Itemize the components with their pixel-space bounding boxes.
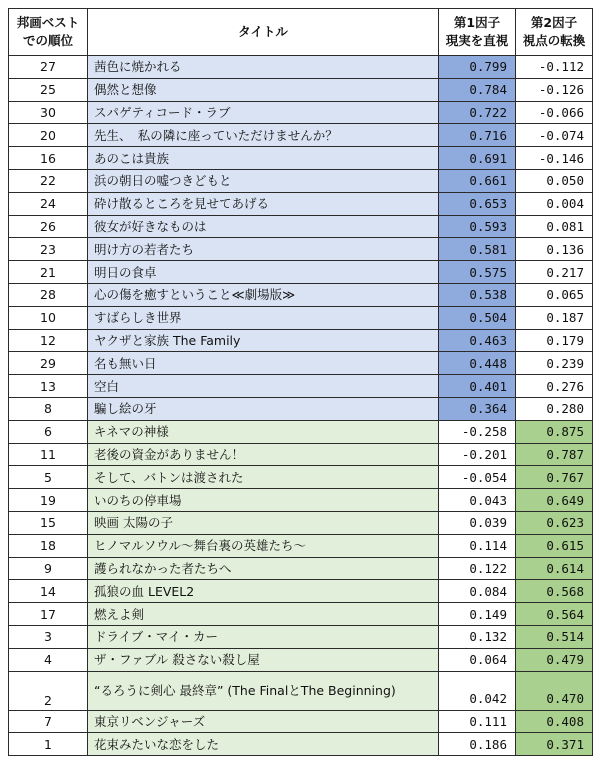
factor1-cell: -0.054 [439, 466, 516, 489]
rank-cell: 15 [9, 511, 88, 534]
factor1-cell: 0.691 [439, 147, 516, 170]
title-cell: キネマの神様 [88, 420, 439, 443]
factor1-cell: 0.149 [439, 603, 516, 626]
title-cell: 騙し絵の牙 [88, 397, 439, 420]
factor1-cell: 0.064 [439, 648, 516, 671]
rank-cell: 4 [9, 648, 88, 671]
title-cell: 燃えよ剣 [88, 603, 439, 626]
rank-cell: 27 [9, 56, 88, 79]
title-cell: 花束みたいな恋をした [88, 733, 439, 756]
factor2-cell: 0.875 [516, 420, 593, 443]
title-cell: いのちの停車場 [88, 489, 439, 512]
factor2-cell: 0.615 [516, 534, 593, 557]
factor1-cell: 0.401 [439, 375, 516, 398]
rank-cell: 16 [9, 147, 88, 170]
title-cell: 茜色に焼かれる [88, 56, 439, 79]
title-cell: 先生、 私の隣に座っていただけませんか？ [88, 124, 439, 147]
table-row [9, 56, 593, 79]
factor2-cell: 0.568 [516, 580, 593, 603]
table-row [9, 352, 593, 375]
table-row [9, 710, 593, 733]
rank-cell: 8 [9, 397, 88, 420]
factor1-cell: 0.084 [439, 580, 516, 603]
rank-cell: 10 [9, 306, 88, 329]
factor1-cell: 0.722 [439, 101, 516, 124]
title-cell: そして、バトンは渡された [88, 466, 439, 489]
factor1-cell: 0.122 [439, 557, 516, 580]
rank-cell: 28 [9, 283, 88, 306]
title-cell: 東京リベンジャーズ [88, 710, 439, 733]
rank-column-header: 邦画ベスト での順位 [9, 9, 88, 56]
rank-cell: 29 [9, 352, 88, 375]
factor1-column-header: 第1因子 現実を直視 [439, 9, 516, 56]
table-row [9, 580, 593, 603]
factor1-cell: -0.258 [439, 420, 516, 443]
factor1-cell: 0.186 [439, 733, 516, 756]
rank-cell: 1 [9, 733, 88, 756]
factor2-cell: 0.280 [516, 397, 593, 420]
title-cell: ヤクザと家族 The Family [88, 329, 439, 352]
factor2-cell: 0.187 [516, 306, 593, 329]
factor1-cell: 0.039 [439, 511, 516, 534]
factor2-cell: 0.479 [516, 648, 593, 671]
table-row [9, 625, 593, 648]
table-row [9, 603, 593, 626]
title-cell: あのこは貴族 [88, 147, 439, 170]
factor1-cell: 0.661 [439, 169, 516, 192]
factor1-cell: 0.538 [439, 283, 516, 306]
title-cell: 護られなかった者たちへ [88, 557, 439, 580]
factor2-cell: 0.623 [516, 511, 593, 534]
table-row [9, 329, 593, 352]
rank-cell: 3 [9, 625, 88, 648]
rank-cell: 20 [9, 124, 88, 147]
title-cell: 孤狼の血 LEVEL2 [88, 580, 439, 603]
table-row [9, 443, 593, 466]
factor2-cell: 0.767 [516, 466, 593, 489]
rank-cell: 19 [9, 489, 88, 512]
table-row [9, 397, 593, 420]
title-cell: ザ・ファブル 殺さない殺し屋 [88, 648, 439, 671]
title-cell: 彼女が好きなものは [88, 215, 439, 238]
table-row [9, 261, 593, 284]
rank-cell: 24 [9, 192, 88, 215]
rank-cell: 25 [9, 78, 88, 101]
rank-cell: 26 [9, 215, 88, 238]
rank-cell: 17 [9, 603, 88, 626]
factor1-cell: -0.201 [439, 443, 516, 466]
factor1-cell: 0.593 [439, 215, 516, 238]
title-cell: ドライブ・マイ・カー [88, 625, 439, 648]
title-cell: “るろうに剣心 最終章” (The FinalとThe Beginning) [88, 671, 439, 710]
factor2-cell: 0.004 [516, 192, 593, 215]
table-row [9, 466, 593, 489]
rank-cell: 7 [9, 710, 88, 733]
title-cell: 名も無い日 [88, 352, 439, 375]
factor1-cell: 0.132 [439, 625, 516, 648]
table-body [9, 56, 593, 756]
factor1-cell: 0.463 [439, 329, 516, 352]
title-cell: 偶然と想像 [88, 78, 439, 101]
title-column-header: タイトル [88, 9, 439, 56]
factor2-cell: 0.136 [516, 238, 593, 261]
title-cell: すばらしき世界 [88, 306, 439, 329]
rank-cell: 21 [9, 261, 88, 284]
rank-cell: 5 [9, 466, 88, 489]
factor2-cell: -0.112 [516, 56, 593, 79]
factor-loadings-table [8, 8, 593, 756]
factor2-cell: 0.050 [516, 169, 593, 192]
rank-cell: 9 [9, 557, 88, 580]
factor2-cell: 0.371 [516, 733, 593, 756]
table-row [9, 283, 593, 306]
table-row [9, 238, 593, 261]
table-row [9, 78, 593, 101]
factor1-cell: 0.448 [439, 352, 516, 375]
factor1-cell: 0.784 [439, 78, 516, 101]
table-row [9, 511, 593, 534]
factor2-cell: -0.074 [516, 124, 593, 147]
factor2-column-header: 第2因子 視点の転換 [516, 9, 593, 56]
rank-cell: 12 [9, 329, 88, 352]
table-row [9, 375, 593, 398]
rank-cell: 13 [9, 375, 88, 398]
factor1-cell: 0.716 [439, 124, 516, 147]
factor1-cell: 0.043 [439, 489, 516, 512]
factor2-cell: -0.066 [516, 101, 593, 124]
table-row [9, 306, 593, 329]
factor1-cell: 0.042 [439, 671, 516, 710]
factor1-cell: 0.504 [439, 306, 516, 329]
title-cell: 心の傷を癒すということ≪劇場版≫ [88, 283, 439, 306]
title-cell: 映画 太陽の子 [88, 511, 439, 534]
table-row [9, 489, 593, 512]
table-row [9, 169, 593, 192]
factor2-cell: 0.276 [516, 375, 593, 398]
title-cell: 明日の食卓 [88, 261, 439, 284]
factor2-cell: 0.514 [516, 625, 593, 648]
rank-cell: 30 [9, 101, 88, 124]
factor2-cell: 0.564 [516, 603, 593, 626]
factor2-cell: -0.146 [516, 147, 593, 170]
table-row [9, 124, 593, 147]
table-row [9, 215, 593, 238]
rank-cell: 14 [9, 580, 88, 603]
rank-cell: 18 [9, 534, 88, 557]
header-row [9, 9, 593, 56]
rank-cell: 23 [9, 238, 88, 261]
table-row [9, 648, 593, 671]
title-cell: ヒノマルソウル～舞台裏の英雄たち～ [88, 534, 439, 557]
table-row [9, 557, 593, 580]
factor1-cell: 0.114 [439, 534, 516, 557]
title-cell: 明け方の若者たち [88, 238, 439, 261]
factor1-cell: 0.653 [439, 192, 516, 215]
factor1-cell: 0.581 [439, 238, 516, 261]
factor2-cell: 0.470 [516, 671, 593, 710]
factor2-cell: 0.649 [516, 489, 593, 512]
title-cell: スパゲティコード・ラブ [88, 101, 439, 124]
table-row [9, 192, 593, 215]
table-row [9, 733, 593, 756]
factor2-cell: 0.408 [516, 710, 593, 733]
title-cell: 老後の資金がありません！ [88, 443, 439, 466]
rank-cell: 2 [9, 671, 88, 710]
factor2-cell: 0.787 [516, 443, 593, 466]
table-row [9, 101, 593, 124]
title-cell: 砕け散るところを見せてあげる [88, 192, 439, 215]
rank-cell: 22 [9, 169, 88, 192]
table-row [9, 671, 593, 710]
factor2-cell: 0.179 [516, 329, 593, 352]
factor2-cell: 0.217 [516, 261, 593, 284]
factor2-cell: -0.126 [516, 78, 593, 101]
factor1-cell: 0.799 [439, 56, 516, 79]
factor1-cell: 0.575 [439, 261, 516, 284]
factor2-cell: 0.239 [516, 352, 593, 375]
factor2-cell: 0.081 [516, 215, 593, 238]
table-row [9, 147, 593, 170]
factor1-cell: 0.111 [439, 710, 516, 733]
title-cell: 空白 [88, 375, 439, 398]
factor1-cell: 0.364 [439, 397, 516, 420]
rank-cell: 11 [9, 443, 88, 466]
title-cell: 浜の朝日の嘘つきどもと [88, 169, 439, 192]
factor2-cell: 0.065 [516, 283, 593, 306]
factor2-cell: 0.614 [516, 557, 593, 580]
rank-cell: 6 [9, 420, 88, 443]
table-row [9, 420, 593, 443]
table-row [9, 534, 593, 557]
